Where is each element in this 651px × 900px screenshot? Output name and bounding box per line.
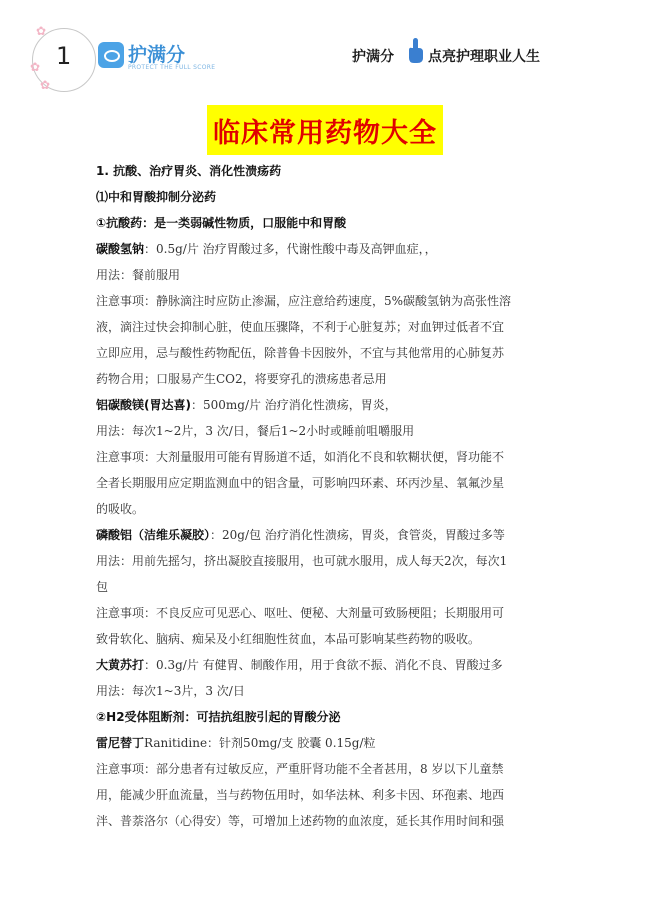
- logo-name: 护满分: [128, 44, 186, 66]
- document-body: [96, 158, 566, 834]
- text-line: [96, 678, 566, 704]
- body-text: 药物合用；口服易产生CO2，将要穿孔的溃疡患者忌用: [96, 372, 387, 386]
- bold-text: 铝碳酸镁(胃达喜): [96, 398, 191, 412]
- bold-text: 1. 抗酸、治疗胃炎、消化性溃疡药: [96, 164, 282, 178]
- logo-slogan: PROTECT THE FULL SCORE: [128, 64, 216, 71]
- body-text: 全者长期服用应定期监测血中的铝含量，可影响四环素、环丙沙星、氧氟沙星: [96, 476, 505, 490]
- body-text: 立即应用，忌与酸性药物配伍，除普鲁卡因胺外，不宜与其他常用的心肺复苏: [96, 346, 505, 360]
- body-text: ：0.3g/片 有健胃、制酸作用，用于食欲不振、消化不良、胃酸过多: [144, 658, 503, 672]
- text-line: [96, 574, 566, 600]
- body-text: 注意事项：静脉滴注时应防止渗漏，应注意给药速度，5%碳酸氢钠为高张性溶: [96, 294, 512, 308]
- text-line: [96, 444, 566, 470]
- body-text: 注意事项：部分患者有过敏反应，严重肝肾功能不全者甚用，8 岁以下儿童禁: [96, 762, 504, 776]
- text-line: [96, 236, 566, 262]
- page-title: 临床常用药物大全: [213, 117, 437, 149]
- title-highlight: [207, 105, 443, 155]
- header-slogan: 点亮护理职业人生: [428, 49, 540, 65]
- page-header: [0, 0, 651, 100]
- text-line: [96, 496, 566, 522]
- pointing-hand-icon: [405, 36, 425, 64]
- page-number: 1: [56, 42, 72, 70]
- text-line: [96, 184, 566, 210]
- flower-icon: ✿: [30, 60, 41, 74]
- text-line: [96, 548, 566, 574]
- text-line: [96, 626, 566, 652]
- body-text: ：0.5g/片 治疗胃酸过多，代谢性酸中毒及高钾血症，，: [144, 242, 437, 256]
- text-line: [96, 288, 566, 314]
- body-text: 包: [96, 580, 109, 594]
- body-text: 用，能减少肝血流量，当与药物伍用时，如华法林、利多卡因、环孢素、地西: [96, 788, 505, 802]
- header-brand: 护满分: [352, 49, 394, 65]
- text-line: [96, 600, 566, 626]
- text-line: [96, 730, 566, 756]
- text-line: [96, 210, 566, 236]
- bold-text: ①抗酸药：是一类弱碱性物质，口服能中和胃酸: [96, 216, 347, 230]
- body-text: 液，滴注过快会抑制心脏，使血压骤降，不利于心脏复苏；对血钾过低者不宜: [96, 320, 505, 334]
- text-line: [96, 782, 566, 808]
- bold-text: 磷酸铝（洁维乐凝胶）: [96, 528, 211, 542]
- body-text: Ranitidine：针剂50mg/支 胶囊 0.15g/粒: [144, 736, 376, 750]
- bold-text: 大黄苏打: [96, 658, 145, 672]
- text-line: [96, 340, 566, 366]
- flower-icon: ✿: [40, 78, 51, 92]
- bold-text: ②H2受体阻断剂：可拮抗组胺引起的胃酸分泌: [96, 710, 341, 724]
- bold-text: 碳酸氢钠: [96, 242, 145, 256]
- bold-text: ⑴中和胃酸抑制分泌药: [96, 190, 217, 204]
- text-line: [96, 470, 566, 496]
- text-line: [96, 652, 566, 678]
- text-line: [96, 392, 566, 418]
- body-text: 用法：每次1~3片，3 次/日: [96, 684, 245, 698]
- body-text: 致骨软化、脑病、痴呆及小红细胞性贫血，本品可影响某些药物的吸收。: [96, 632, 481, 646]
- body-text: 注意事项：不良反应可见恶心、呕吐、便秘、大剂量可致肠梗阻；长期服用可: [96, 606, 505, 620]
- body-text: 用法：每次1~2片，3 次/日，餐后1~2小时或睡前咀嚼服用: [96, 424, 415, 438]
- text-line: [96, 522, 566, 548]
- body-text: 用法：餐前服用: [96, 268, 181, 282]
- text-line: [96, 366, 566, 392]
- body-text: ：20g/包 治疗消化性溃疡，胃炎，食管炎，胃酸过多等: [210, 528, 505, 542]
- body-text: 泮、普萘洛尔（心得安）等，可增加上述药物的血浓度，延长其作用时间和强: [96, 814, 505, 828]
- text-line: [96, 704, 566, 730]
- body-text: 用法：用前先摇匀，挤出凝胶直接服用，也可就水服用，成人每天2次，每次1: [96, 554, 508, 568]
- text-line: [96, 808, 566, 834]
- text-line: [96, 262, 566, 288]
- bold-text: 雷尼替丁: [96, 736, 145, 750]
- flower-icon: ✿: [36, 24, 47, 38]
- logo-icon: [98, 42, 124, 68]
- text-line: [96, 158, 566, 184]
- text-line: [96, 314, 566, 340]
- body-text: ：500mg/片 治疗消化性溃疡，胃炎，: [190, 398, 397, 412]
- text-line: [96, 756, 566, 782]
- body-text: 注意事项：大剂量服用可能有胃肠道不适，如消化不良和软糊状便，肾功能不: [96, 450, 505, 464]
- body-text: 的吸收。: [96, 502, 145, 516]
- text-line: [96, 418, 566, 444]
